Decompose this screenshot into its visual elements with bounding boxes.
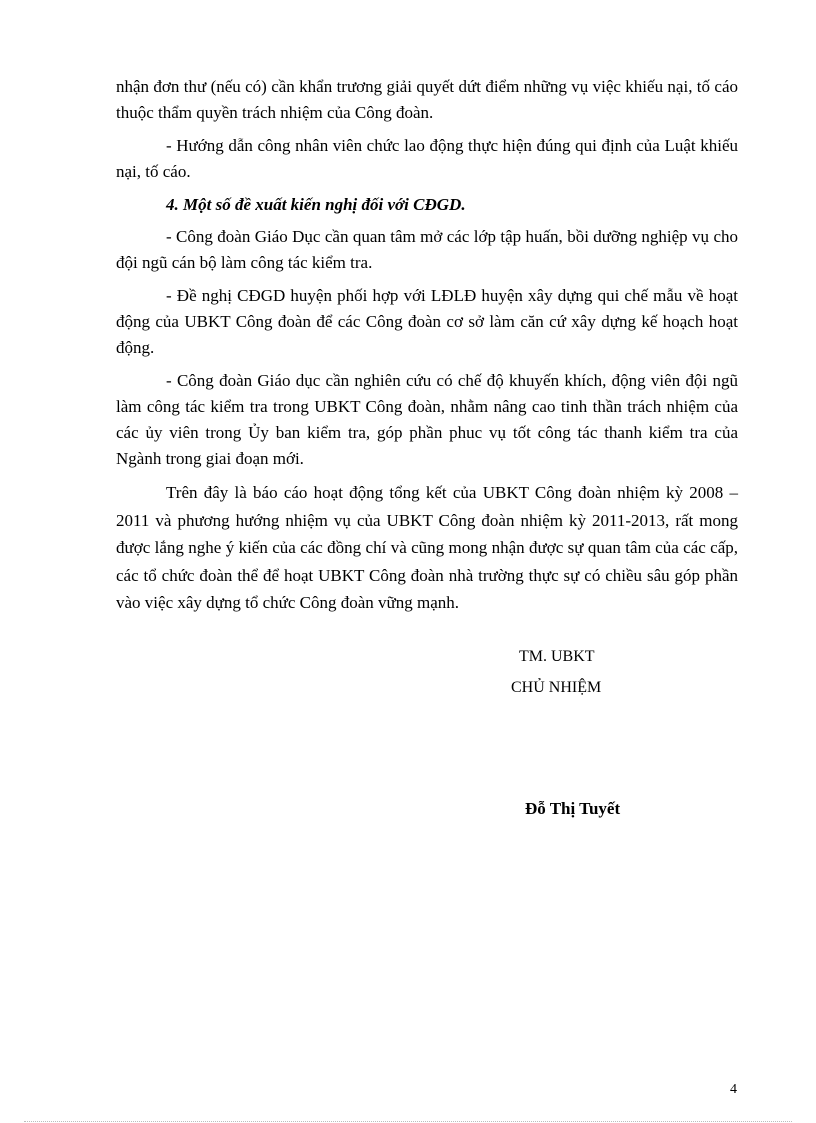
paragraph-guidance: - Hướng dẫn công nhân viên chức lao động thực hiện đúng qui định của Luật khiếu nại, tố cáo. [116, 136, 738, 181]
page-number: 4 [730, 1082, 737, 1097]
section-heading: 4. Một số đề xuất kiến nghị đối với CĐGD. [166, 195, 466, 214]
signature-role: CHỦ NHIỆM [511, 679, 602, 696]
paragraph-complaints-handling: nhận đơn thư (nếu có) cần khẩn trương giải quyết dứt điểm những vụ việc khiếu nại, tố cáo thuộc thẩm quyền trách nhiệm của Công đoàn. [116, 77, 738, 122]
signature-name: Đỗ Thị Tuyết [525, 799, 621, 818]
document-body [116, 74, 738, 617]
signature-title: TM. UBKT [519, 648, 595, 665]
proposal-item: - Đề nghị CĐGD huyện phối hợp với LĐLĐ huyện xây dựng qui chế mẫu về hoạt động của UBKT Công đoàn để các Công đoàn cơ sở làm căn cứ xây dựng kế hoạch hoạt động. [116, 286, 738, 357]
footer-divider [24, 1121, 792, 1122]
closing-paragraph: Trên đây là báo cáo hoạt động tổng kết của UBKT Công đoàn nhiệm kỳ 2008 – 2011 và phương hướng nhiệm vụ của UBKT Công đoàn nhiệm kỳ 2011-2013, rất mong được lắng nghe ý kiến của các đồng chí và cũng mong nhận được sự quan tâm của các cấp, các tổ chức đoàn thể để hoạt UBKT Công đoàn nhà trường thực sự có chiều sâu góp phần vào việc xây dựng tổ chức Công đoàn vững mạnh. [116, 483, 738, 612]
proposal-item: - Công đoàn Giáo Dục cần quan tâm mở các lớp tập huấn, bồi dưỡng nghiệp vụ cho đội ngũ cán bộ làm công tác kiểm tra. [116, 227, 738, 272]
proposal-item: - Công đoàn Giáo dục cần nghiên cứu có chế độ khuyến khích, động viên đội ngũ làm công tác kiểm tra trong UBKT Công đoàn, nhằm nâng cao tinh thần trách nhiệm của các ủy viên trong Ủy ban kiểm tra, góp phần phuc vụ tốt công tác thanh kiểm tra của Ngành trong giai đoạn mới. [116, 371, 738, 468]
